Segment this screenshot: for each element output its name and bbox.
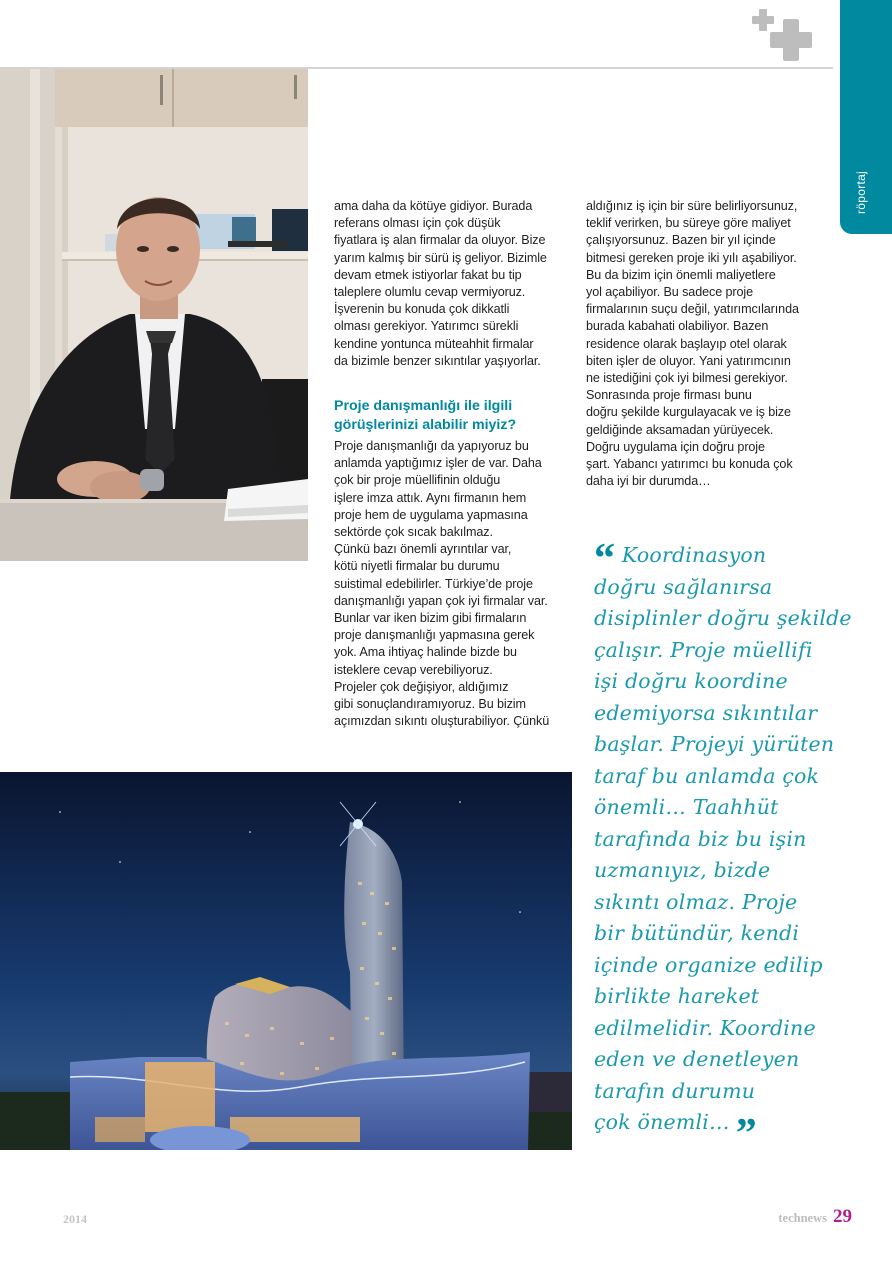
text-line: işlere imza attık. Aynı firmanın hem [334,490,527,505]
text-line: şart. Yabancı yatırımcı bu konuda çok [586,457,793,472]
pull-quote-line: taraf bu anlamda çok [594,763,820,788]
text-line: proje danışmanlığı yapmasına gerek [334,628,535,643]
pull-quote-line: edemiyorsa sıkıntılar [594,700,818,725]
text-line: bitmesi gereken proje iki yılı aşabiliyor. [586,250,797,265]
pull-quote-line [594,1107,834,1157]
text-line: kötü niyetli firmalar bu durumu [334,559,500,574]
section-tab [840,0,892,234]
text-line: açımızdan sıkıntı oluşturabiliyor. Çünkü [334,714,550,729]
text-line: danışmanlığı yapan çok iyi firmalar var. [334,593,548,608]
pull-quote-line: edilmelidir. Koordine [594,1015,816,1040]
text-line: da bizimle benzer sıkıntılar yaşıyorlar. [334,353,541,368]
pull-quote-line: içinde organize edilip [594,952,823,977]
interview-question-heading: Proje danışmanlığı ile ilgili görüşlerinizi alabilir miyiz? [334,398,517,433]
text-line: isteklere cevap verebiliyoruz. [334,662,493,677]
text-line: olması gerekiyor. Yatırımcı sürekli [334,319,519,334]
pull-quote-line: tarafında biz bu işin [594,826,807,851]
open-quote-icon: “ [594,536,616,582]
page-number: 29 [833,1206,852,1227]
footer-year: 2014 [63,1212,87,1226]
text-line: burada kabahati olabiliyor. Bazen [586,319,769,334]
text-line: taleplere olumlu cevap vermiyoruz. [334,285,526,300]
pull-quote-line: önemli… Taahhüt [594,795,779,819]
text-line: Sonrasında proje firması bunu [586,388,752,403]
text-line: biten işler de oluyor. Yani yatırımcının [586,353,791,368]
pull-quote-line: çalışır. Proje müellifi [594,637,813,662]
text-line: yol açabiliyor. Bu sadece proje [586,285,754,300]
article-column-2 [586,198,822,490]
text-line: referans olması için çok düşük [334,216,501,231]
portrait-photo [0,69,308,561]
pull-quote-line: bir bütündür, kendi [594,921,800,945]
text-line: Çünkü bazı önemli ayrıntılar var, [334,542,512,557]
magazine-name: technews [778,1211,827,1225]
text-line: Projeler çok değişiyor, aldığımız [334,679,509,694]
text-line: sektörde çok sıcak bakılmaz. [334,525,493,540]
pull-quote-line: birlikte hareket [594,984,760,1008]
article-column-1-bottom [334,438,570,730]
text-line: ama daha da kötüye gidiyor. Burada [334,199,533,213]
text-line: residence olarak başlayıp otel olarak [586,336,787,351]
building-rendering-image [0,772,572,1150]
text-line: devam etmek istiyorlar fakat bu tip [334,267,522,282]
text-line: Doğru uygulama için doğru proje [586,439,765,454]
article-column-1-top [334,198,570,370]
pull-quote-line: doğru sağlanırsa [594,574,773,599]
text-line: aldığınız iş için bir süre belirliyorsunuz, [586,199,798,213]
pull-quote-text: çok önemli… [594,1110,730,1134]
pull-quote [594,536,852,1157]
large-plus-icon [783,19,799,61]
pull-quote-line: eden ve denetleyen [594,1047,800,1071]
text-line: kendine yontunca müteahhit firmalar [334,336,534,351]
text-line: daha iyi bir durumda… [586,474,711,489]
text-line: çok bir proje müellifinin olduğu [334,473,501,488]
close-quote-icon: ” [735,1111,757,1157]
pull-quote-text: Koordinasyon [621,543,767,567]
text-line: proje hem de uygulama yapmasına [334,507,528,522]
text-line: suistimal edebilirler. Türkiye’de proje [334,576,533,591]
pull-quote-line: işi doğru koordine [594,669,788,693]
footer-brand [778,1206,852,1228]
plus-icons [748,6,814,62]
small-plus-icon [759,9,767,31]
text-line: teklif verirken, bu süreye göre maliyet [586,216,791,231]
text-line: çalışıyorsunuz. Bazen bir yıl içinde [586,233,776,248]
text-line: ne istediğini çok iyi bilmesi gerekiyor. [586,371,788,386]
text-line: İşverenin bu konuda çok dikkatli [334,302,510,317]
text-line: yarım kalmış bir sürü iş geliyor. Bizimle [334,250,547,265]
pull-quote-line: disiplinler doğru şekilde [594,606,852,630]
pull-quote-line [594,536,834,582]
pull-quote-line: tarafın durumu [594,1078,756,1103]
text-line: gibi sonuçlandıramıyoruz. Bu bizim [334,697,526,712]
text-line: doğru şekilde kurgulayacak ve iş bize [586,405,791,420]
text-line: Bunlar var iken bizim gibi firmaların [334,611,527,626]
pull-quote-line: başlar. Projeyi yürüten [594,732,835,756]
text-line: Bu da bizim için önemli maliyetlere [586,267,776,282]
text-line: anlamda yaptığımız işler de var. Daha [334,456,542,471]
text-line: Proje danışmanlığı da yapıyoruz bu [334,439,529,453]
text-line: geldiğinde aksamadan yürüyecek. [586,422,774,437]
text-line: yok. Ama ihtiyaç halinde bizde bu [334,645,517,660]
text-line: fiyatlara iş alan firmalar da oluyor. Bize [334,233,546,248]
pull-quote-line: sıkıntı olmaz. Proje [594,889,798,914]
section-tab-label: röportaj [854,170,868,214]
pull-quote-line: uzmanıyız, bizde [594,858,771,882]
text-line: firmalarının suçu değil, yatırımcılarında [586,302,799,317]
